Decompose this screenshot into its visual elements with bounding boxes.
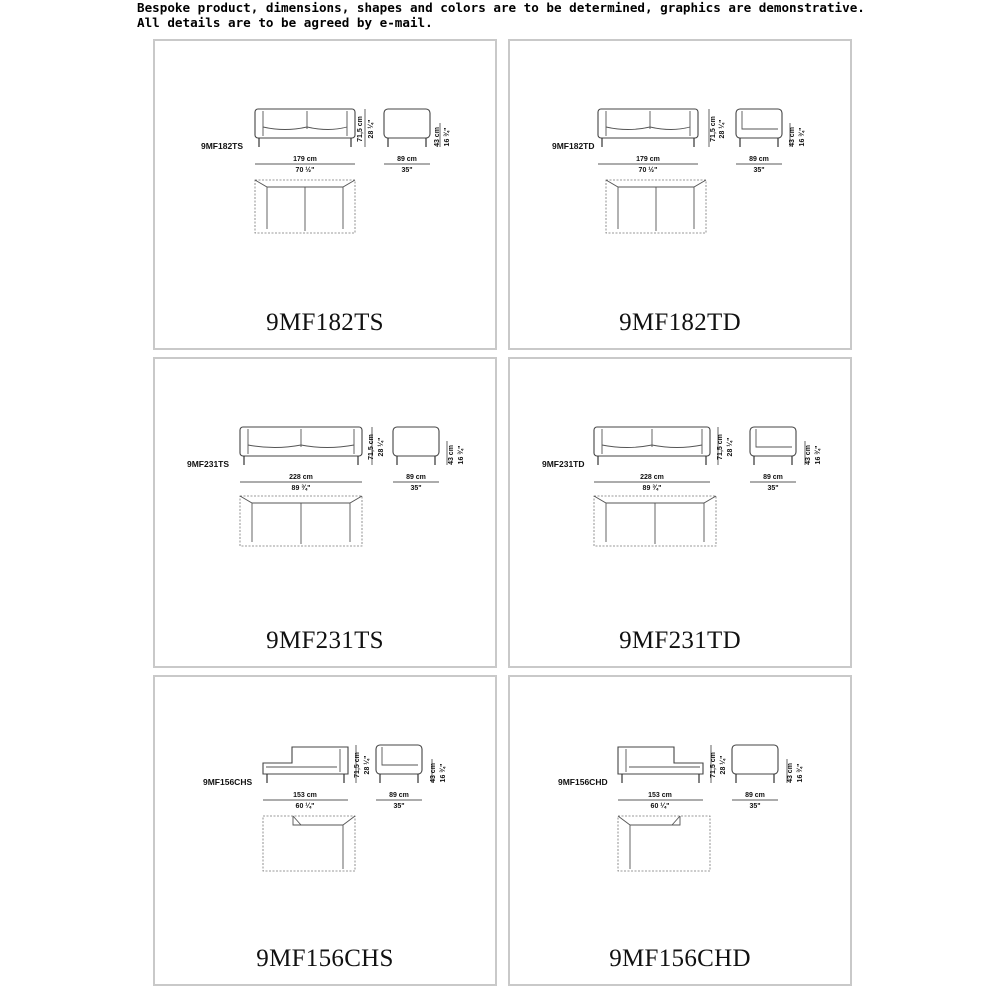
svg-text:71,5 cm: 71,5 cm bbox=[717, 434, 724, 460]
width-dimension bbox=[598, 156, 698, 174]
svg-text:43 cm: 43 cm bbox=[789, 127, 796, 147]
svg-text:89 cm: 89 cm bbox=[389, 792, 409, 799]
sofa-top-view bbox=[255, 180, 355, 233]
sofa-front-view bbox=[598, 109, 698, 147]
sofa-top-view bbox=[606, 180, 706, 233]
height-dimension bbox=[709, 109, 726, 147]
technical-drawing bbox=[510, 359, 854, 670]
sofa-side-view bbox=[384, 109, 430, 147]
seat-height-dimension bbox=[447, 441, 465, 465]
height-dimension bbox=[717, 427, 734, 465]
depth-dimension bbox=[732, 792, 778, 810]
sofa-side-view bbox=[750, 427, 796, 465]
height-dimension bbox=[354, 745, 371, 783]
height-dimension bbox=[710, 745, 727, 783]
seat-height-dimension bbox=[787, 759, 804, 783]
svg-text:153 cm: 153 cm bbox=[648, 792, 672, 799]
height-dimension bbox=[368, 427, 385, 465]
product-card-9mf156chs[interactable] bbox=[153, 675, 497, 986]
svg-text:89 ¾": 89 ¾" bbox=[291, 485, 311, 492]
technical-drawing bbox=[510, 41, 854, 352]
svg-text:89 cm: 89 cm bbox=[763, 474, 783, 481]
svg-text:28 ¼": 28 ¼" bbox=[368, 119, 375, 139]
sofa-side-view bbox=[393, 427, 439, 465]
svg-text:35": 35" bbox=[753, 167, 765, 174]
svg-text:28 ¼": 28 ¼" bbox=[378, 437, 385, 457]
chaise-top-view bbox=[618, 816, 710, 871]
svg-text:16 ¾": 16 ¾" bbox=[815, 445, 822, 465]
sofa-side-view bbox=[376, 745, 422, 783]
svg-text:35": 35" bbox=[749, 803, 761, 810]
chaise-front-view bbox=[263, 747, 348, 783]
sofa-top-view bbox=[594, 496, 716, 546]
svg-text:16 ¾": 16 ¾" bbox=[444, 127, 451, 147]
depth-dimension bbox=[376, 792, 422, 810]
svg-text:28 ¼": 28 ¼" bbox=[727, 437, 734, 457]
product-card-9mf182td[interactable] bbox=[508, 39, 852, 350]
depth-dimension bbox=[384, 156, 430, 174]
svg-text:35": 35" bbox=[401, 167, 413, 174]
svg-text:71,5 cm: 71,5 cm bbox=[368, 434, 375, 460]
svg-text:60 ¼": 60 ¼" bbox=[295, 803, 315, 810]
technical-drawing bbox=[155, 677, 499, 988]
width-dimension bbox=[618, 792, 703, 810]
svg-text:35": 35" bbox=[410, 485, 422, 492]
technical-drawing bbox=[155, 41, 499, 352]
width-dimension bbox=[263, 792, 348, 810]
svg-text:28 ¼": 28 ¼" bbox=[719, 119, 726, 139]
svg-text:43 cm: 43 cm bbox=[430, 763, 437, 783]
svg-text:43 cm: 43 cm bbox=[448, 445, 455, 465]
svg-text:35": 35" bbox=[767, 485, 779, 492]
sofa-top-view bbox=[240, 496, 362, 546]
svg-text:70 ½": 70 ½" bbox=[295, 167, 315, 174]
svg-text:70 ½": 70 ½" bbox=[638, 167, 658, 174]
chaise-top-view bbox=[263, 816, 355, 871]
svg-text:35": 35" bbox=[393, 803, 405, 810]
product-title: 9MF231TS bbox=[266, 627, 384, 654]
sofa-front-view bbox=[594, 427, 710, 465]
svg-text:60 ¼": 60 ¼" bbox=[650, 803, 670, 810]
svg-text:28 ¼": 28 ¼" bbox=[364, 755, 371, 775]
svg-text:71,5 cm: 71,5 cm bbox=[357, 116, 364, 142]
depth-dimension bbox=[736, 156, 782, 174]
svg-text:16 ¾": 16 ¾" bbox=[799, 127, 806, 147]
product-card-9mf231ts[interactable] bbox=[153, 357, 497, 668]
model-code-label: 9MF156CHS bbox=[203, 777, 253, 787]
svg-text:16 ¾": 16 ¾" bbox=[440, 763, 447, 783]
product-title: 9MF156CHD bbox=[609, 945, 751, 972]
svg-text:228 cm: 228 cm bbox=[640, 474, 664, 481]
seat-height-dimension bbox=[434, 123, 451, 147]
width-dimension bbox=[594, 474, 710, 492]
svg-text:16 ¾": 16 ¾" bbox=[797, 763, 804, 783]
svg-text:89 ¾": 89 ¾" bbox=[642, 485, 662, 492]
svg-text:179 cm: 179 cm bbox=[636, 156, 660, 163]
product-card-9mf182ts[interactable] bbox=[153, 39, 497, 350]
svg-text:89 cm: 89 cm bbox=[745, 792, 765, 799]
width-dimension bbox=[255, 156, 355, 174]
svg-text:71,5 cm: 71,5 cm bbox=[710, 116, 717, 142]
depth-dimension bbox=[750, 474, 796, 492]
svg-text:89 cm: 89 cm bbox=[406, 474, 426, 481]
technical-drawing bbox=[155, 359, 499, 670]
svg-text:43 cm: 43 cm bbox=[434, 127, 441, 147]
product-title: 9MF231TD bbox=[619, 627, 741, 654]
svg-text:43 cm: 43 cm bbox=[787, 763, 794, 783]
product-card-9mf231td[interactable] bbox=[508, 357, 852, 668]
model-code-label: 9MF231TS bbox=[187, 459, 230, 469]
model-code-label: 9MF182TS bbox=[201, 141, 244, 151]
width-dimension bbox=[240, 474, 362, 492]
model-code-label: 9MF231TD bbox=[542, 459, 585, 469]
model-code-label: 9MF156CHD bbox=[558, 777, 608, 787]
svg-text:71,5 cm: 71,5 cm bbox=[710, 752, 717, 778]
svg-text:16 ¾": 16 ¾" bbox=[458, 445, 465, 465]
chaise-front-view bbox=[618, 747, 703, 783]
svg-text:89 cm: 89 cm bbox=[749, 156, 769, 163]
sofa-side-view bbox=[732, 745, 778, 783]
height-dimension bbox=[357, 109, 375, 147]
product-title: 9MF182TS bbox=[266, 309, 384, 336]
model-code-label: 9MF182TD bbox=[552, 141, 595, 151]
svg-text:228 cm: 228 cm bbox=[289, 474, 313, 481]
depth-dimension bbox=[393, 474, 439, 492]
svg-text:71,5 cm: 71,5 cm bbox=[354, 752, 361, 778]
technical-drawing bbox=[510, 677, 854, 988]
svg-text:43 cm: 43 cm bbox=[805, 445, 812, 465]
seat-height-dimension bbox=[805, 441, 822, 465]
product-title: 9MF156CHS bbox=[256, 945, 394, 972]
sofa-front-view bbox=[255, 109, 355, 147]
disclaimer-text: Bespoke product, dimensions, shapes and colors are to be determined, graphics are demonstrative. All details are to be agreed by e-mail. bbox=[137, 0, 865, 30]
seat-height-dimension bbox=[430, 759, 447, 783]
svg-text:153 cm: 153 cm bbox=[293, 792, 317, 799]
sofa-front-view bbox=[240, 427, 362, 465]
sofa-side-view bbox=[736, 109, 782, 147]
svg-text:179 cm: 179 cm bbox=[293, 156, 317, 163]
seat-height-dimension bbox=[789, 123, 806, 147]
product-card-9mf156chd[interactable] bbox=[508, 675, 852, 986]
svg-text:28 ¼": 28 ¼" bbox=[720, 755, 727, 775]
svg-text:89 cm: 89 cm bbox=[397, 156, 417, 163]
product-title: 9MF182TD bbox=[619, 309, 741, 336]
